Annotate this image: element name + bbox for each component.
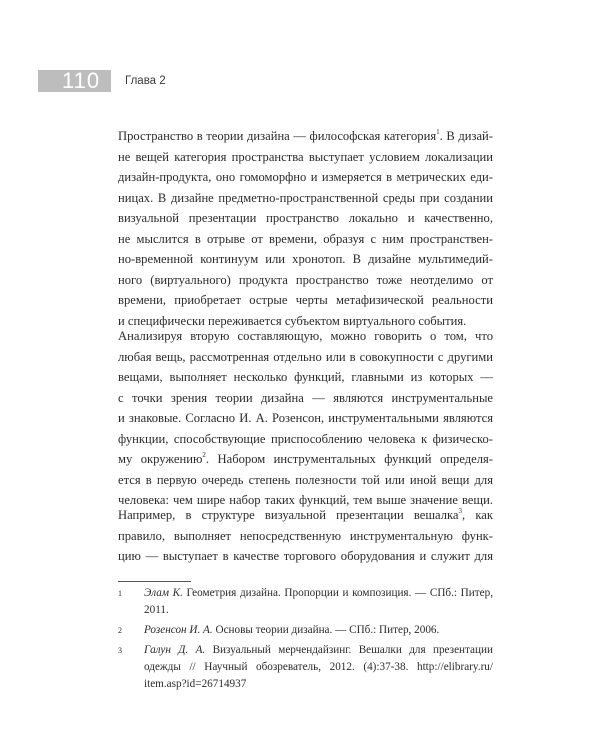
text-line: дизайн-продукта, оно гомоморфно и измеряется в метрических еди- bbox=[118, 170, 493, 184]
text-line: правило, выполняет непосредственную инструментальную функ- bbox=[118, 528, 493, 543]
footnote-ref[interactable]: 2 bbox=[202, 450, 206, 459]
text-line: функции, способствующие приспособлению человека к физическо- bbox=[118, 431, 493, 446]
page-number: 110 bbox=[62, 68, 101, 93]
footnote-author: Элам К. bbox=[144, 587, 183, 599]
text-line: Анализируя вторую составляющую, можно говорить о том, что bbox=[118, 329, 493, 343]
footnote-1 bbox=[118, 585, 493, 619]
footnote-line: 2011. bbox=[144, 604, 169, 616]
text-line: цию — выступает в качестве торгового оборудования и служит для bbox=[118, 549, 493, 563]
footnote-line: Элам К. Геометрия дизайна. Пропорции и композиция. — СПб.: Питер, bbox=[144, 587, 493, 599]
footnote-line: Розенсон И. А. Основы теории дизайна. — СПб.: Питер, 2006. bbox=[144, 624, 440, 636]
footnote-author: Галун Д. А. bbox=[144, 644, 206, 656]
text-line: ницах. В дизайне предметно-пространственной среды при создании bbox=[118, 190, 493, 205]
text-line: ется в первую очередь степень полезности той или иной вещи для bbox=[118, 472, 493, 487]
text-line: но-временной континуум или хронотоп. В дизайне мультимедий- bbox=[118, 252, 493, 266]
footnote-number: 1 bbox=[118, 589, 122, 598]
footnote-ref[interactable]: 3 bbox=[458, 506, 463, 515]
text-line: человека: чем шире набор таких функций, тем выше значение вещи. bbox=[118, 493, 493, 507]
text-line: Пространство в теории дизайна — философская категория$^1$. В дизай- bbox=[118, 127, 493, 143]
text-line: с точки зрения теории дизайна — являются инструментальные bbox=[118, 390, 493, 405]
text-line: вещами, выполняет несколько функций, главными из которых — bbox=[118, 370, 493, 384]
text-line: Например, в структуре визуальной презентации вешалка$^3$, как bbox=[118, 506, 493, 522]
footnote-3 bbox=[118, 642, 493, 693]
paragraph-1 bbox=[118, 126, 493, 331]
footnote-author: Розенсон И. А. bbox=[144, 624, 213, 636]
text-line: не вещей категория пространства выступает условием локализации bbox=[118, 149, 493, 164]
text-line: не мыслится в отрыве от времени, образуя с ним пространствен- bbox=[118, 231, 493, 246]
footnote-number: 2 bbox=[118, 626, 122, 635]
text-line: времени, приобретает острые черты метафизической реальности bbox=[118, 293, 493, 307]
footnote-separator bbox=[118, 581, 191, 582]
paragraph-2 bbox=[118, 326, 493, 511]
footnote-number: 3 bbox=[118, 646, 122, 655]
text-line: и специфически переживается субъектом виртуального события. bbox=[118, 313, 467, 328]
footnote-line: Галун Д. А. Визуальный мерчендайзинг. Вешалки для презентации bbox=[144, 644, 493, 656]
chapter-title: Глава 2 bbox=[125, 75, 166, 87]
text-line: и знаковые. Согласно И. А. Розенсон, инструментальными являются bbox=[118, 411, 493, 425]
footnote-line: одежды // Научный обозреватель, 2012. (4):37-38. http://elibrary.ru/ bbox=[144, 661, 493, 673]
footnote-ref[interactable]: 1 bbox=[436, 127, 440, 136]
text-line: ного (виртуального) продукта пространство тоже неотделимо от bbox=[118, 272, 493, 287]
text-line: любая вещь, рассмотренная отдельно или в совокупности с другими bbox=[118, 349, 493, 364]
text-line: му окружению$^2$. Набором инструментальных функций определя- bbox=[118, 450, 494, 466]
paragraph-3 bbox=[118, 505, 493, 567]
footnote-2 bbox=[118, 622, 493, 639]
text-line: визуальной презентации пространство локально и качественно, bbox=[118, 211, 493, 225]
footnote-link[interactable]: item.asp?id=26714937 bbox=[144, 678, 247, 690]
